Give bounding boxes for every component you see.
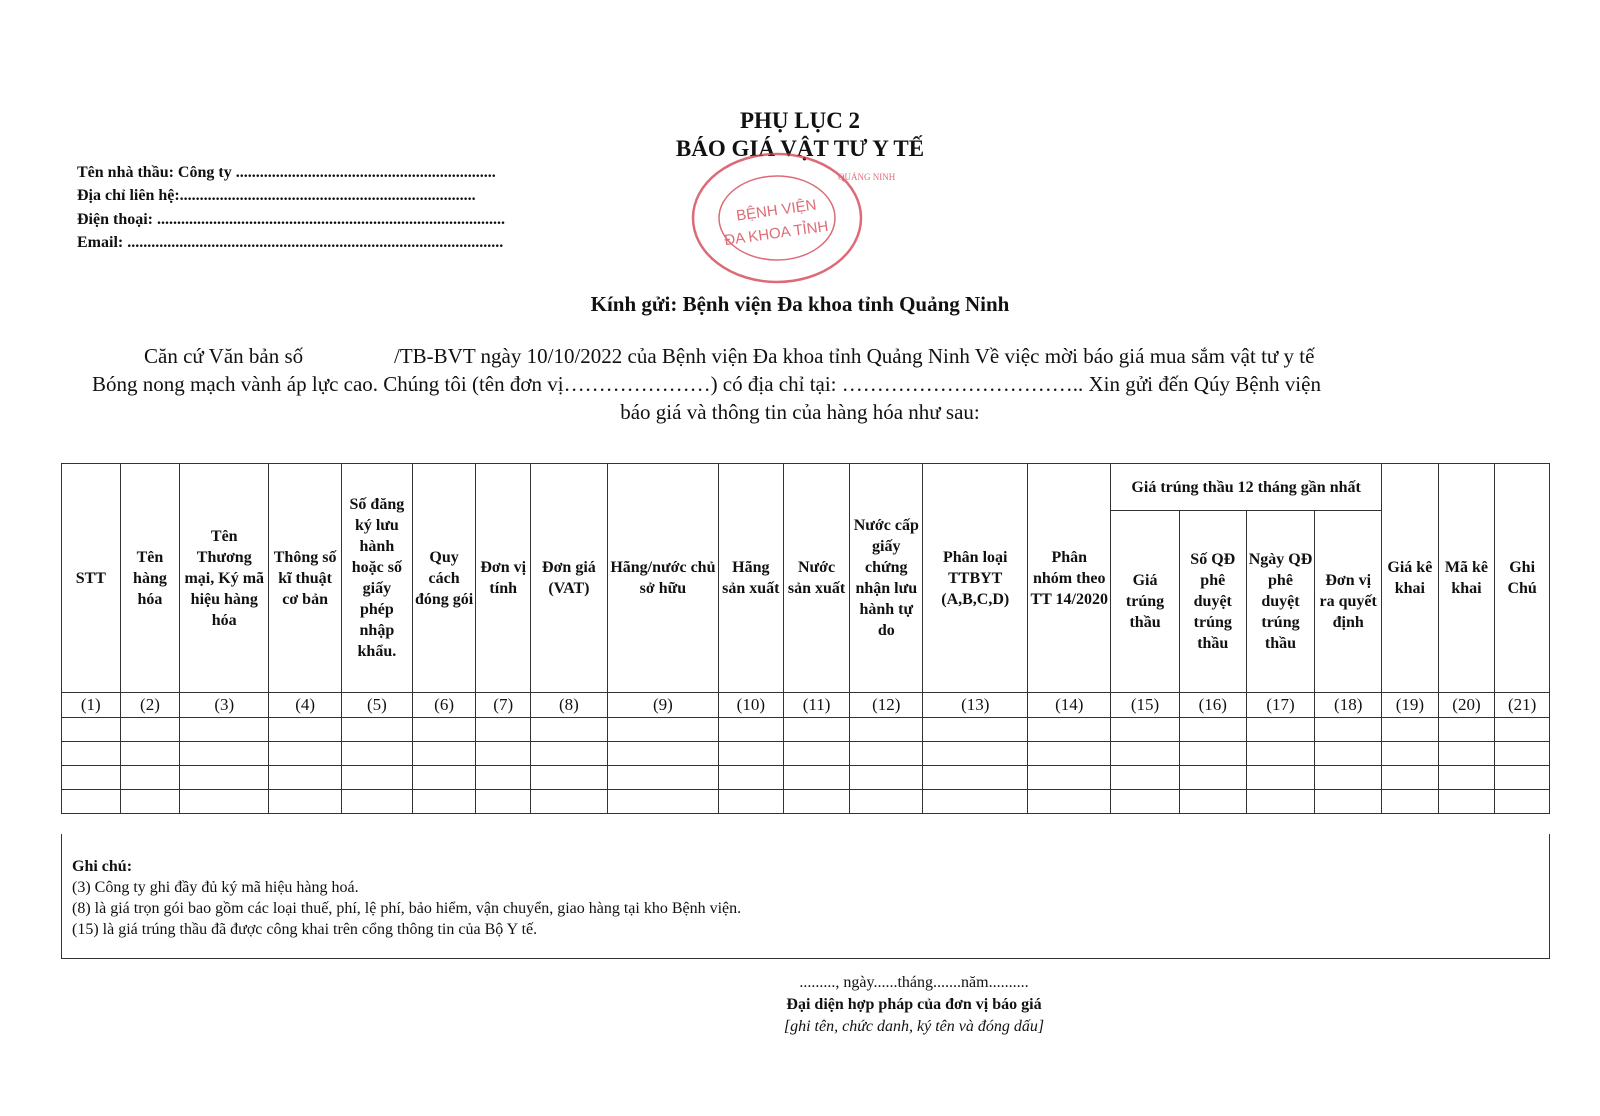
col-number: (21) [1495, 693, 1550, 718]
sub-col-header: Giá trúng thầu [1111, 511, 1180, 693]
note-item: (3) Công ty ghi đầy đủ ký mã hiệu hàng hoá. [72, 879, 359, 896]
col-number: (11) [783, 693, 850, 718]
contractor-address: Địa chỉ liên hệ:.......................................................................... [77, 187, 476, 204]
col-number: (15) [1111, 693, 1180, 718]
table-row [62, 790, 1550, 814]
col-header: Phân loại TTBYT (A,B,C,D) [923, 464, 1028, 693]
recipient-line: Kính gửi: Bệnh viện Đa khoa tỉnh Quảng Ninh [590, 292, 1010, 316]
col-number: (6) [412, 693, 476, 718]
col-number: (18) [1315, 693, 1382, 718]
col-group-header: Giá trúng thầu 12 tháng gần nhất [1111, 464, 1382, 511]
notes-box [61, 834, 1550, 959]
sub-col-header: Ngày QĐ phê duyệt trúng thầu [1246, 511, 1315, 693]
col-number: (20) [1438, 693, 1495, 718]
note-item: (8) là giá trọn gói bao gồm các loại thuế, phí, lệ phí, bảo hiểm, vận chuyển, giao hàng tại kho Bệnh viện. [72, 900, 742, 917]
col-header: Hãng/nước chủ sở hữu [607, 464, 718, 693]
quotation-table [61, 463, 1550, 814]
col-header: Mã kê khai [1438, 464, 1495, 693]
col-number: (1) [62, 693, 121, 718]
stamp-ring-text: QUẢNG NINH [838, 172, 896, 182]
sub-col-header: Số QĐ phê duyệt trúng thầu [1179, 511, 1246, 693]
col-header: Quy cách đóng gói [412, 464, 476, 693]
contractor-name: Tên nhà thầu: Công ty ................................................................. [77, 164, 496, 181]
signature-note: [ghi tên, chức danh, ký tên và đóng dấu] [783, 1018, 1045, 1035]
table-row [62, 718, 1550, 742]
body-line3: báo giá và thông tin của hàng hóa như sau: [620, 400, 980, 424]
hospital-stamp [688, 150, 896, 286]
col-header: Tên Thương mại, Ký mã hiệu hàng hóa [180, 464, 269, 693]
col-header: Thông số kĩ thuật cơ bản [269, 464, 342, 693]
col-number: (12) [850, 693, 923, 718]
col-header: Số đăng ký lưu hành hoặc số giấy phép nhập khẩu. [342, 464, 413, 693]
note-item: (15) là giá trúng thầu đã được công khai trên cổng thông tin của Bộ Y tế. [72, 921, 538, 938]
col-number: (10) [719, 693, 784, 718]
contractor-email: Email: .............................................................................................. [77, 234, 504, 251]
contractor-phone: Điện thoại: ....................................................................................... [77, 211, 505, 228]
col-number: (16) [1179, 693, 1246, 718]
col-number: (19) [1382, 693, 1439, 718]
col-number: (5) [342, 693, 413, 718]
body-line2: Bóng nong mạch vành áp lực cao. Chúng tôi (tên đơn vị…………………) có địa chỉ tại: …………………………….. Xin gửi đến Qúy Bệnh viện [92, 372, 1321, 396]
col-number: (3) [180, 693, 269, 718]
document-title: PHỤ LỤC 2 [739, 108, 861, 133]
col-header: Giá kê khai [1382, 464, 1439, 693]
col-number: (13) [923, 693, 1028, 718]
col-number: (2) [120, 693, 180, 718]
col-header: Đơn vị tính [476, 464, 531, 693]
stamp-line2: ĐA KHOA TỈNH [723, 217, 830, 250]
table-row [62, 766, 1550, 790]
table-row [62, 742, 1550, 766]
body-line1b: /TB-BVT ngày 10/10/2022 của Bệnh viện Đa khoa tỉnh Quảng Ninh Về việc mời báo giá mua sắm vật tư y tế [394, 344, 1315, 368]
stamp-line1: BỆNH VIỆN [735, 196, 818, 225]
col-header: Phân nhóm theo TT 14/2020 [1028, 464, 1111, 693]
signature-representative: Đại diện hợp pháp của đơn vị báo giá [786, 996, 1042, 1013]
col-number: (8) [531, 693, 608, 718]
body-line1a: Căn cứ Văn bản số [144, 344, 304, 368]
col-header: Ghi Chú [1495, 464, 1550, 693]
col-header: Tên hàng hóa [120, 464, 180, 693]
signature-date: ........., ngày......tháng.......năm.......... [799, 974, 1029, 991]
document-subtitle: BÁO GIÁ VẬT TƯ Y TẾ [675, 136, 925, 161]
col-header: Hãng sản xuất [719, 464, 784, 693]
col-number: (9) [607, 693, 718, 718]
col-header: Nước cấp giấy chứng nhận lưu hành tự do [850, 464, 923, 693]
col-number: (4) [269, 693, 342, 718]
col-number: (14) [1028, 693, 1111, 718]
notes-heading: Ghi chú: [72, 858, 133, 875]
col-header: Đơn giá (VAT) [531, 464, 608, 693]
col-number: (17) [1246, 693, 1315, 718]
col-header: STT [62, 464, 121, 693]
col-header: Nước sản xuất [783, 464, 850, 693]
sub-col-header: Đơn vị ra quyết định [1315, 511, 1382, 693]
col-number: (7) [476, 693, 531, 718]
